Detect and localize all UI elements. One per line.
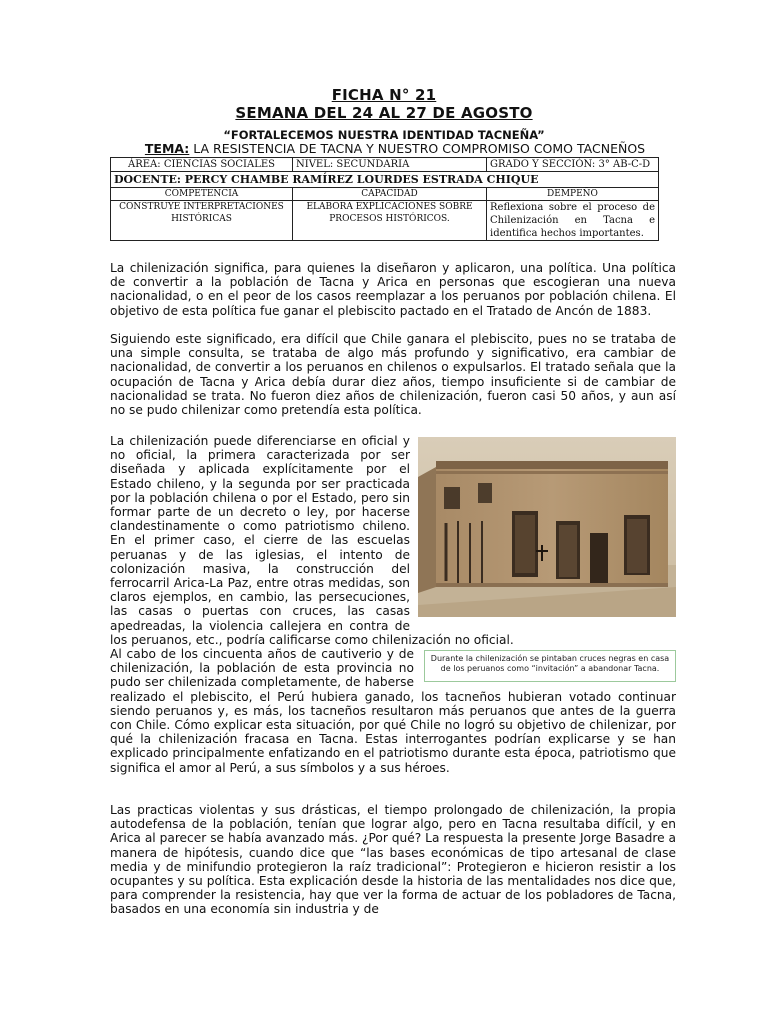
topic-text: LA RESISTENCIA DE TACNA Y NUESTRO COMPROMISO COMO TACNEÑOS — [189, 141, 646, 156]
paragraph-1: La chilenización significa, para quienes la diseñaron y aplicaron, una política. Una política de convertir a la población de Tacna y Arica en personas que escogieran una nueva nacionalidad, o en el peor de los casos reemplazar a los peruanos por población chilena. El objetivo de esta política fue ganar el plebiscito pactado en el Tratado de Ancón de 1883. — [110, 261, 676, 318]
desempeno-cell: Reflexiona sobre el proceso de Chilenización en Tacna e identifica hechos importantes. — [487, 201, 659, 241]
topic-line — [0, 141, 768, 156]
capacidad-cell: ELABORA EXPLICACIONES SOBRE PROCESOS HISTÓRICOS. — [293, 201, 487, 241]
competencia-header: COMPETENCIA — [111, 188, 293, 201]
chilenizacion-section — [110, 434, 676, 775]
desempeno-header: DEMPEÑO — [487, 188, 659, 201]
teacher-cell: DOCENTE: PERCY CHAMBE RAMÍREZ LOURDES ESTRADA CHIQUE — [111, 172, 659, 188]
paragraph-3b: Al cabo de los cincuenta años de cautiverio y de chilenización, la población de esta provincia no pudo ser chilenizada completamente, de haberse realizado el plebiscito, el Perú hubiera ganado, los tacneños hubieran votado continuar siendo peruanos y, es más, los tacneños resultaron más peruanos que antes de la guerra con Chile. Cómo explicar esta situación, por qué Chile no logró su objetivo de chilenizar, por qué la chilenización fracasa en Tacna. Estas interrogantes podrían explicarse y se han explicado principalmente enfatizando en el patriotismo durante esta época, patriotismo que significa el amor al Perú, a sus símbolos y a sus héroes. — [110, 647, 676, 775]
week-title: SEMANA DEL 24 AL 27 DE AGOSTO — [235, 104, 533, 122]
capacidad-header: CAPACIDAD — [293, 188, 487, 201]
level-cell: NIVEL: SECUNDARIA — [293, 158, 487, 172]
paragraph-2: Siguiendo este significado, era difícil que Chile ganara el plebiscito, pues no se trataba de una simple consulta, se trataba de algo más profundo y significativo, era cambiar de nacionalidad, de convertir a los peruanos en chilenos o expulsarlos. El tratado señala que la ocupación de Tacna y Arica debía durar diez años, tiempo insuficiente si de cambiar de nacionalidad se trata. No fueron diez años de chilenización, fueron casi 50 años, y aun así no se pudo chilenizar como pretendía esta política. — [110, 332, 676, 418]
photo-caption: Durante la chilenización se pintaban cruces negras en casa de los peruanos como “invitación” a abandonar Tacna. — [424, 650, 676, 682]
grade-cell: GRADO Y SECCIÓN: 3° AB-C-D — [487, 158, 659, 172]
paragraph-4: Las practicas violentas y sus drásticas, el tiempo prolongado de chilenización, la propia autodefensa de la población, tenían que lograr algo, pero en Tacna resultaba difícil, y en Arica al parecer se había avanzado más. ¿Por qué? La respuesta la presente Jorge Basadre a manera de hipótesis, cuando dice que “las bases económicas de tipo artesanal de clase media y de minifundio protegieron la raíz tradicional”: Protegieron e hicieron resistir a los ocupantes y su política. Esta explicación desde la historia de las mentalidades nos dice que, para comprender la resistencia, hay que ver la forma de actuar de los pobladores de Tacna, basados en una economía sin industria y de — [110, 803, 676, 917]
motto: “FORTALECEMOS NUESTRA IDENTIDAD TACNEÑA” — [223, 128, 545, 142]
paragraph-3: La chilenización puede diferenciarse en oficial y no oficial, la primera caracterizada por ser diseñada y aplicada explícitamente por el Estado chileno, y la segunda por ser practicada por la población chilena o por el Estado, pero sin formar parte de un decreto o ley, por hacerse clandestinamente o como patriotismo chileno. En el primer caso, el cierre de las escuelas peruanas y de las iglesias, el intento de colonización masiva, la construcción del ferrocarril Arica-La Paz, entre otras medidas, son claros ejemplos, en cambio, las persecuciones, las casas o puertas con cruces, las casas apedreadas, la violencia callejera en contra de los peruanos, etc., podría calificarse como chilenización no oficial. — [110, 434, 514, 647]
house-photo-image — [418, 437, 676, 617]
competencia-cell: CONSTRUYE INTERPRETACIONES HISTÓRICAS — [111, 201, 293, 241]
worksheet-number: FICHA N° 21 — [331, 86, 437, 104]
info-table — [110, 157, 659, 241]
historic-house-photo — [418, 437, 676, 617]
area-cell: ÁREA: CIENCIAS SOCIALES — [111, 158, 293, 172]
topic-label: TEMA: — [144, 141, 190, 156]
